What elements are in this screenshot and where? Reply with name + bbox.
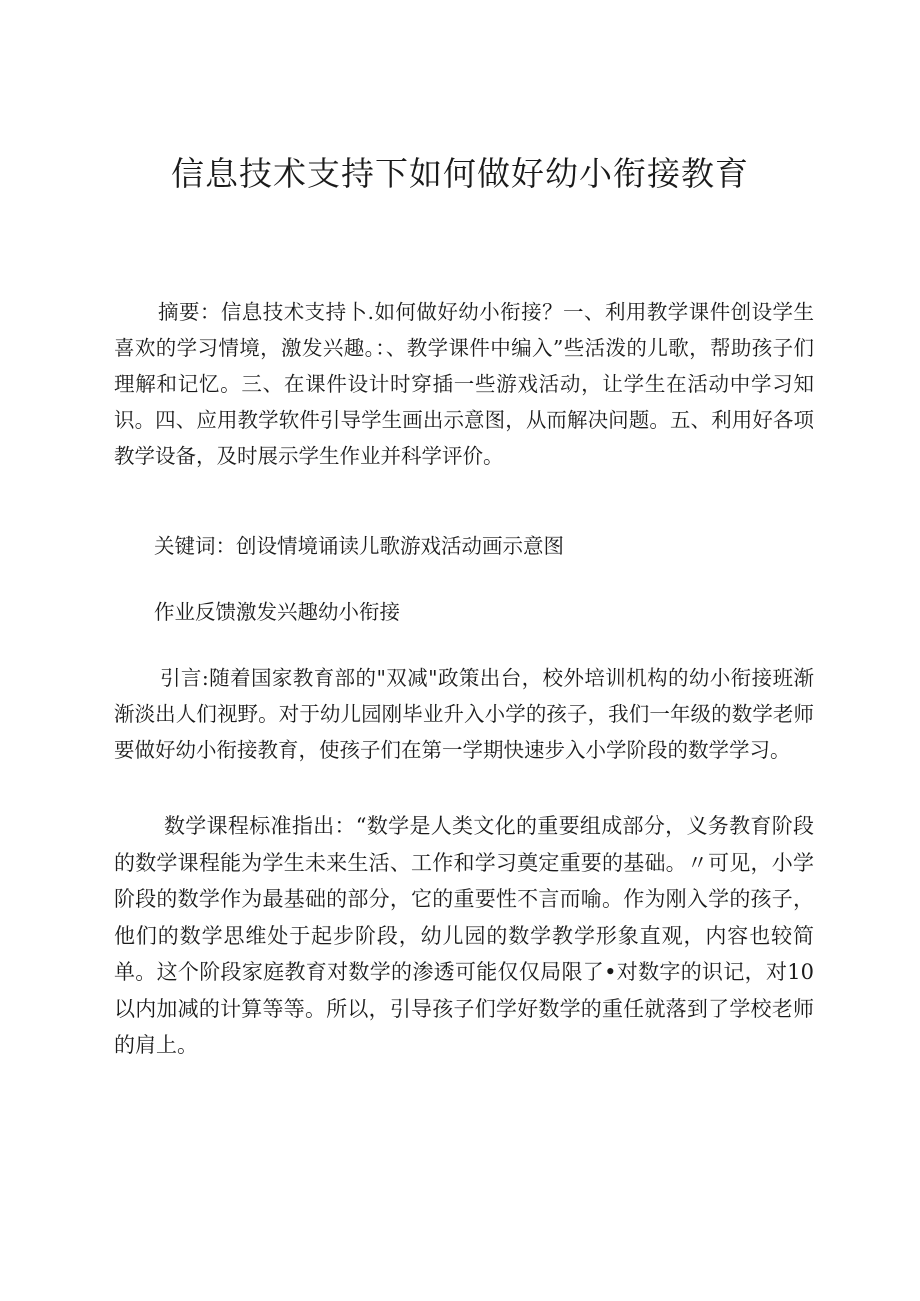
curriculum-standard-paragraph: 数学课程标准指出：“数学是人类文化的重要组成部分，义务教育阶段的数学课程能为学生未来生活、工作和学习奠定重要的基础。〃可见，小学阶段的数学作为最基础的部分，它的重要性不言而喻。作为刚入学的孩子，他们的数学思维处于起步阶段，幼儿园的数学教学形象直观，内容也较简单。这个阶段家庭教育对数学的渗透可能仅仅局限了•对数字的识记，对10以内加减的计算等等。所以，引导孩子们学好数学的重任就落到了学校老师的肩上。 <box>114 814 814 1057</box>
intro-paragraph: 引言:随着国家教育部的"双减"政策出台，校外培训机构的幼小衔接班渐渐淡出人们视野。对于幼儿园刚毕业升入小学的孩子，我们一年级的数学老师要做好幼小衔接教育，使孩子们在第一学期快速步入小学阶段的数学学习。 <box>114 666 814 762</box>
abstract-paragraph: 摘要：信息技术支持卜.如何做好幼小衔接？一、利用教学课件创设学生喜欢的学习情境，激发兴趣。：、教学课件中编入”些活泼的儿歌，帮助孩子们理解和记忆。三、在课件设计时穿插一些游戏活动，让学生在活动中学习知识。四、应用教学软件引导学生画出示意图，从而解决问题。五、利用好各项教学设备，及时展示学生作业并科学评价。 <box>114 300 814 468</box>
keywords-line-2: 作业反馈激发兴趣幼小衔接 <box>154 600 400 624</box>
document-title: 信息技术支持下如何做好幼小衔接教育 <box>171 154 749 193</box>
keywords-line-1: 关键词：创设情境诵读儿歌游戏活动画示意图 <box>154 534 564 558</box>
